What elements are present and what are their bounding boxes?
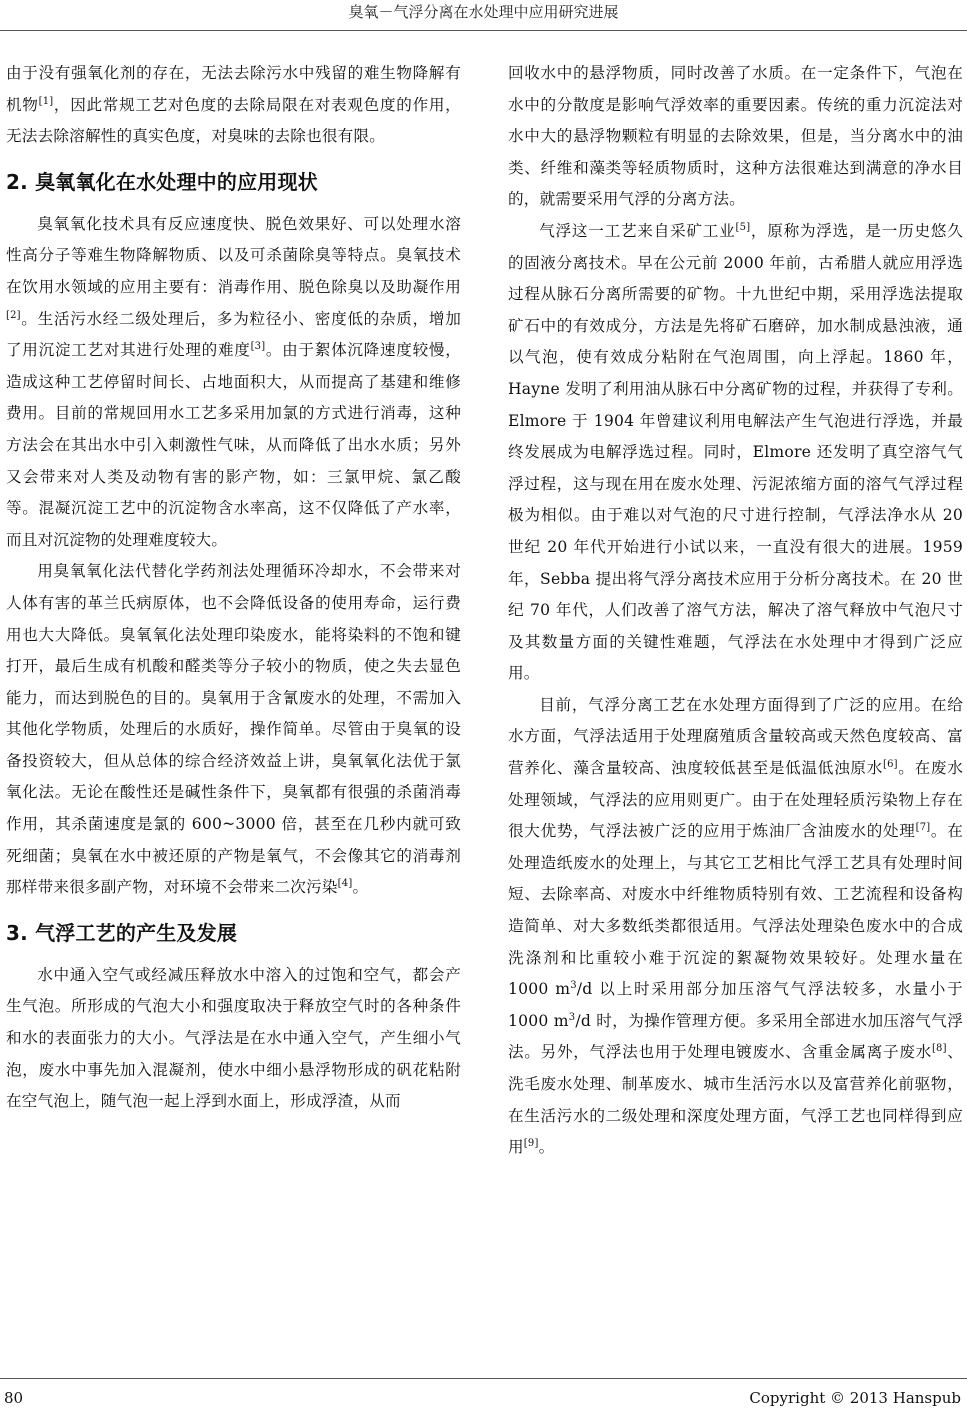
citation-2[interactable]: [2] — [6, 309, 21, 321]
section-3-paragraph-1: 水中通入空气或经减压释放水中溶入的过饱和空气，都会产生气泡。所形成的气泡大小和强度取决于释放空气时的各种条件和水的表面张力的大小。气浮法是在水中通入空气，产生细小气泡，废水中事先加入混凝剂，使水中细小悬浮物形成的矾花粘附在空气泡上，随气泡一起上浮到水面上，形成浮渣，从而 — [6, 965, 461, 1111]
continued-paragraph: 回收水中的悬浮物质，同时改善了水质。在一定条件下，气泡在水中的分散度是影响气浮效率的重要因素。传统的重力沉淀法对水中大的悬浮物颗粒有明显的去除效果，但是，当分离水中的油类、纤维和藻类等轻质物质时，这种方法很难达到满意的净水目的，就需要采用气浮的分离方法。 — [508, 64, 963, 209]
current-application-paragraph: 目前，气浮分离工艺在水处理方面得到了广泛的应用。在给水方面，气浮法适用于处理腐殖质含量较高或天然色度较高、富营养化、藻含量较高、浊度较低甚至是低温低浊原水[6]。在废水处理领域，气浮法的应用则更广。由于在处理轻质污染物上存在很大优势，气浮法被广泛的应用于炼油厂含油废水的处理[7]。在处理造纸废水的处理上，与其它工艺相比气浮工艺具有处理时间短、去除率高、对废水中纤维物质特别有效、工艺流程和设备构造简单、对大多数纸类都很适用。气浮法处理染色废水中的合成洗涤剂和比重较小难于沉淀的絮凝物效果较好。处理水量在 1000 $m^3/d$ 以上时采用部分加压溶气气浮法较多，水量小于 1000 $m^3/d$ 时，为操作管理方便。多采用全部进水加压溶气气浮法。另外，气浮法也用于处理电镀废水、含重金属离子废水[8]、洗毛废水处理、制革废水、城市生活污水以及富营养化前驱物，在生活污水的二级处理和深度处理方面，气浮工艺也同样得到应用[9]。 — [508, 695, 964, 1157]
citation-7[interactable]: [7] — [915, 822, 931, 834]
citation-3[interactable]: [3] — [250, 340, 266, 352]
intro-paragraph: 由于没有强氧化剂的存在，无法去除污水中残留的难生物降解有机物[1]，因此常规工艺对色度的去除局限在对表观色度的作用，无法去除溶解性的真实色度，对臭味的去除也很有限。 — [6, 64, 461, 146]
superscript-3: 3 — [570, 980, 577, 992]
citation-1[interactable]: [1] — [38, 95, 54, 107]
footer-rule — [0, 1378, 967, 1379]
header-rule — [0, 30, 967, 31]
running-title: 臭氧－气浮分离在水处理中应用研究进展 — [348, 3, 619, 21]
history-paragraph: 气浮这一工艺来自采矿工业[5]，原称为浮选，是一历史悠久的固液分离技术。早在公元前 2000 年前，古希腊人就应用浮选过程从脉石分离所需要的矿物。十九世纪中期，采用浮选法提取矿石中的有效成分，方法是先将矿石磨碎，加水制成悬浊液，通以气泡，使有效成分粘附在气泡周围，向上浮起。1860 年，Hayne 发明了利用油从脉石中分离矿物的过程，并获得了专利。Elmore 于 1904 年曾建议利用电解法产生气泡进行浮选，并最终发展成为电解浮选过程。同时，Elmore 还发明了真空溶气气浮过程，这与现在用在废水处理、污泥浓缩方面的溶气气浮过程极为相似。由于难以对气泡的尺寸进行控制，气浮法净水从 20 世纪 20 年代开始进行小试以来，一直没有很大的进展。1959 年，Sebba 提出将气浮分离技术应用于分析分离技术。在 20 世纪 70 年代，人们改善了溶气方法，解决了溶气释放中气泡尺寸及其数量方面的关键性难题，气浮法在水处理中才得到广泛应用。 — [508, 221, 963, 683]
citation-5[interactable]: [5] — [735, 221, 751, 233]
section-2-paragraph-1: 臭氧氧化技术具有反应速度快、脱色效果好、可以处理水溶性高分子等难生物降解物质、以及可杀菌除臭等特点。臭氧技术在饮用水领域的应用主要有：消毒作用、脱色除臭以及助凝作用[2]。生活污水经二级处理后，多为粒径小、密度低的杂质，增加了用沉淀工艺对其进行处理的难度[3]。由于絮体沉降速度较慢，造成这种工艺停留时间长、占地面积大，从而提高了基建和维修费用。目前的常规回用水工艺多采用加氯的方式进行消毒，这种方法会在其出水中引入刺激性气味，从而降低了出水水质；另外又会带来对人类及动物有害的影产物，如：三氯甲烷、氯乙酸等。混凝沉淀工艺中的沉淀物含水率高，这不仅降低了产水率，而且对沉淀物的处理难度较大。 — [6, 214, 461, 549]
copyright-notice: Copyright © 2013 Hanspub — [749, 1389, 961, 1407]
citation-8[interactable]: [8] — [931, 1043, 947, 1055]
section-2-heading: 2. 臭氧氧化在水处理中的应用现状 — [6, 169, 318, 194]
section-3-heading: 3. 气浮工艺的产生及发展 — [6, 920, 238, 945]
left-column — [6, 58, 461, 1118]
page-number: 80 — [4, 1389, 24, 1407]
citation-9[interactable]: [9] — [523, 1138, 539, 1149]
right-column — [508, 58, 963, 1164]
section-2-paragraph-2: 用臭氧氧化法代替化学药剂法处理循环冷却水，不会带来对人体有害的革兰氏病原体，也不会降低设备的使用寿命，运行费用也大大降低。臭氧氧化法处理印染废水，能将染料的不饱和键打开，最后生成有机酸和醛类等分子较小的物质，使之失去显色能力，而达到脱色的目的。臭氧用于含氰废水的处理，不需加入其他化学物质，处理后的水质好，操作简单。尽管由于臭氧的设备投资较大，但从总体的综合经济效益上讲，臭氧氧化法优于氯氧化法。无论在酸性还是碱性条件下，臭氧都有很强的杀菌消毒作用，其杀菌速度是氯的 600~3000 倍，甚至在几秒内就可致死细菌；臭氧在水中被还原的产物是氧气，不会像其它的消毒剂那样带来很多副产物，对环境不会带来二次污染[4]。 — [6, 562, 461, 897]
superscript-3: 3 — [568, 1011, 576, 1023]
citation-6[interactable]: [6] — [883, 758, 898, 770]
citation-4[interactable]: [4] — [337, 878, 353, 890]
